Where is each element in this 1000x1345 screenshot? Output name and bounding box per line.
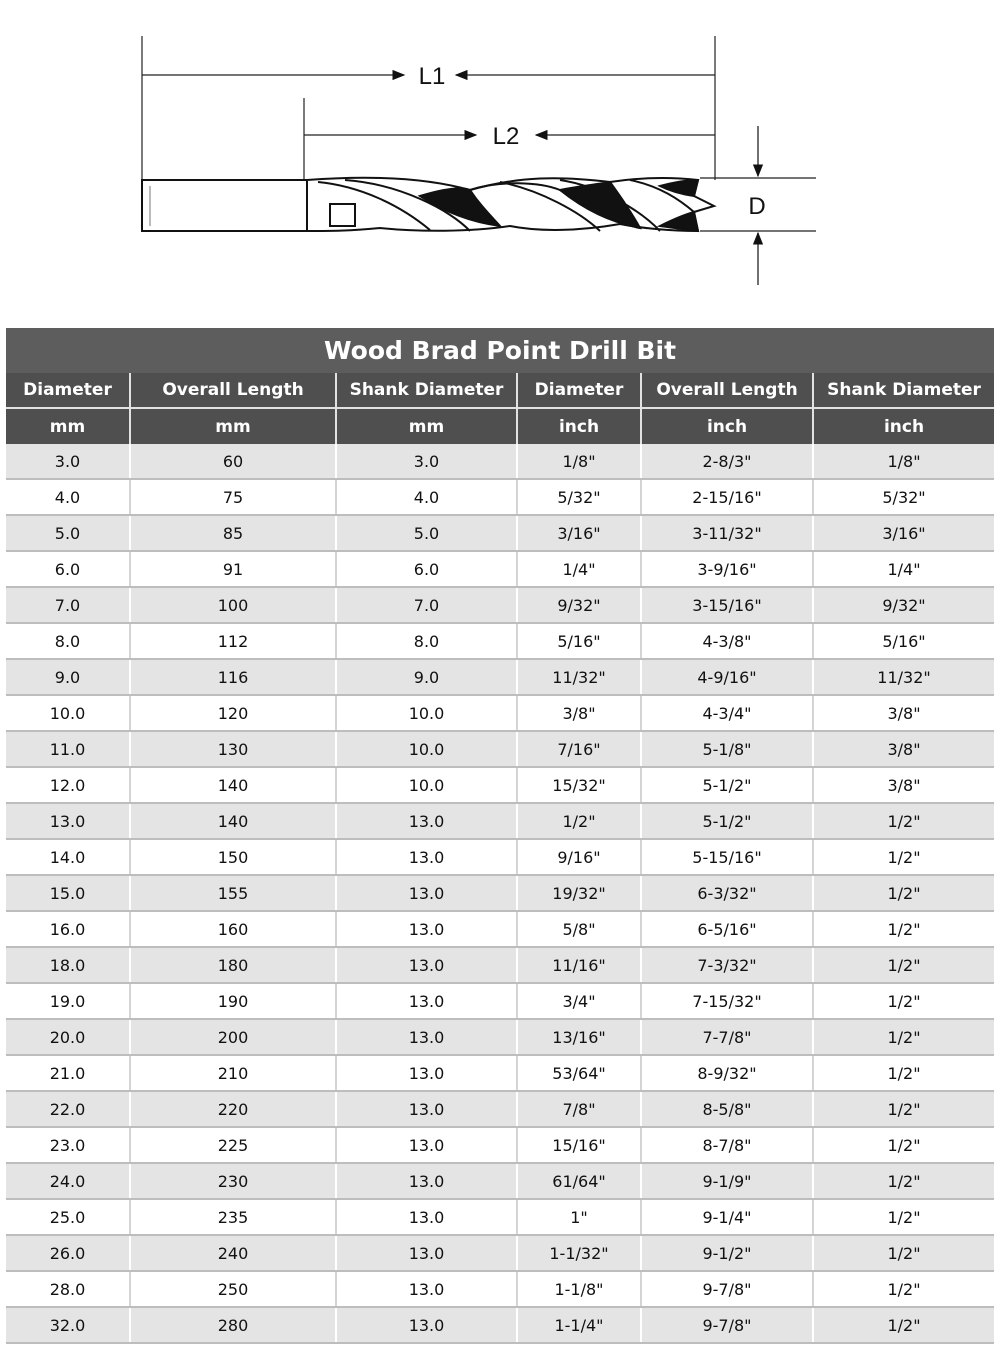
table-cell: 1/8"	[813, 444, 994, 479]
table-cell: 3/16"	[813, 515, 994, 551]
table-cell: 130	[130, 731, 336, 767]
table-cell: 3/8"	[517, 695, 641, 731]
table-cell: 1-1/4"	[517, 1307, 641, 1343]
table-cell: 5/16"	[517, 623, 641, 659]
table-cell: 1/2"	[813, 947, 994, 983]
table-row	[6, 1091, 994, 1127]
table-row	[6, 551, 994, 587]
table-cell: 3-15/16"	[641, 587, 813, 623]
table-cell: 13/16"	[517, 1019, 641, 1055]
table-cell: 9.0	[6, 659, 130, 695]
table-cell: 6.0	[336, 551, 517, 587]
unit-header: mm	[336, 408, 517, 444]
column-header: Shank Diameter	[336, 373, 517, 408]
table-cell: 1/2"	[813, 875, 994, 911]
table-cell: 5.0	[6, 515, 130, 551]
table-cell: 7.0	[6, 587, 130, 623]
spec-table	[6, 328, 994, 1344]
table-cell: 1/4"	[813, 551, 994, 587]
table-cell: 1-1/32"	[517, 1235, 641, 1271]
table-cell: 1"	[517, 1199, 641, 1235]
table-cell: 26.0	[6, 1235, 130, 1271]
table-cell: 1/2"	[813, 1055, 994, 1091]
column-header: Overall Length	[641, 373, 813, 408]
table-row	[6, 444, 994, 479]
table-cell: 13.0	[336, 911, 517, 947]
table-cell: 9/32"	[517, 587, 641, 623]
table-row	[6, 515, 994, 551]
table-cell: 3/16"	[517, 515, 641, 551]
table-cell: 15.0	[6, 875, 130, 911]
table-cell: 3-11/32"	[641, 515, 813, 551]
table-row	[6, 983, 994, 1019]
table-cell: 5-15/16"	[641, 839, 813, 875]
table-row	[6, 1055, 994, 1091]
table-cell: 190	[130, 983, 336, 1019]
table-cell: 230	[130, 1163, 336, 1199]
table-cell: 14.0	[6, 839, 130, 875]
table-cell: 13.0	[336, 1235, 517, 1271]
table-cell: 11/16"	[517, 947, 641, 983]
table-cell: 15/16"	[517, 1127, 641, 1163]
table-cell: 11.0	[6, 731, 130, 767]
table-cell: 28.0	[6, 1271, 130, 1307]
table-row	[6, 695, 994, 731]
table-cell: 9-7/8"	[641, 1271, 813, 1307]
table-cell: 1/2"	[813, 803, 994, 839]
table-row	[6, 911, 994, 947]
table-cell: 2-15/16"	[641, 479, 813, 515]
table-cell: 4-3/8"	[641, 623, 813, 659]
table-row	[6, 1163, 994, 1199]
table-cell: 5/16"	[813, 623, 994, 659]
table-cell: 10.0	[336, 767, 517, 803]
column-header: Shank Diameter	[813, 373, 994, 408]
table-cell: 13.0	[336, 1091, 517, 1127]
table-cell: 150	[130, 839, 336, 875]
drill-bit	[142, 178, 714, 231]
table-cell: 21.0	[6, 1055, 130, 1091]
table-cell: 16.0	[6, 911, 130, 947]
table-cell: 1/2"	[813, 839, 994, 875]
table-cell: 5.0	[336, 515, 517, 551]
table-cell: 1/2"	[813, 1127, 994, 1163]
table-cell: 180	[130, 947, 336, 983]
table-cell: 140	[130, 803, 336, 839]
table-cell: 53/64"	[517, 1055, 641, 1091]
table-cell: 1/4"	[517, 551, 641, 587]
table-row	[6, 479, 994, 515]
table-cell: 32.0	[6, 1307, 130, 1343]
table-cell: 1/2"	[813, 1019, 994, 1055]
table-cell: 8-7/8"	[641, 1127, 813, 1163]
unit-header: inch	[813, 408, 994, 444]
table-cell: 1/2"	[813, 1271, 994, 1307]
table-cell: 13.0	[336, 803, 517, 839]
table-row	[6, 623, 994, 659]
table-cell: 13.0	[336, 1127, 517, 1163]
l1-label: L1	[418, 63, 446, 90]
table-cell: 10.0	[336, 731, 517, 767]
table-cell: 160	[130, 911, 336, 947]
table-cell: 13.0	[336, 1163, 517, 1199]
table-cell: 8.0	[6, 623, 130, 659]
table-cell: 13.0	[336, 875, 517, 911]
table-cell: 13.0	[336, 839, 517, 875]
table-cell: 13.0	[336, 947, 517, 983]
table-cell: 4.0	[336, 479, 517, 515]
table-cell: 7/16"	[517, 731, 641, 767]
table-cell: 5-1/8"	[641, 731, 813, 767]
table-cell: 22.0	[6, 1091, 130, 1127]
table-cell: 13.0	[336, 1019, 517, 1055]
table-cell: 1/2"	[813, 1307, 994, 1343]
d-label: D	[748, 193, 766, 220]
table-title: Wood Brad Point Drill Bit	[6, 328, 994, 373]
table-cell: 9/32"	[813, 587, 994, 623]
table-cell: 20.0	[6, 1019, 130, 1055]
table-cell: 11/32"	[813, 659, 994, 695]
table-cell: 210	[130, 1055, 336, 1091]
table-cell: 25.0	[6, 1199, 130, 1235]
table-cell: 5/8"	[517, 911, 641, 947]
table-cell: 120	[130, 695, 336, 731]
table-cell: 116	[130, 659, 336, 695]
header-row	[6, 373, 994, 408]
table-cell: 13.0	[336, 1199, 517, 1235]
column-header: Diameter	[6, 373, 130, 408]
table-cell: 1/8"	[517, 444, 641, 479]
table-cell: 1/2"	[517, 803, 641, 839]
table-cell: 6.0	[6, 551, 130, 587]
table-cell: 4-9/16"	[641, 659, 813, 695]
table-cell: 1/2"	[813, 983, 994, 1019]
table-cell: 11/32"	[517, 659, 641, 695]
table-cell: 18.0	[6, 947, 130, 983]
table-cell: 9-1/4"	[641, 1199, 813, 1235]
table-cell: 91	[130, 551, 336, 587]
l2-label: L2	[492, 123, 520, 150]
table-cell: 7-7/8"	[641, 1019, 813, 1055]
table-cell: 24.0	[6, 1163, 130, 1199]
table-cell: 200	[130, 1019, 336, 1055]
table-cell: 220	[130, 1091, 336, 1127]
table-cell: 23.0	[6, 1127, 130, 1163]
table-cell: 9-7/8"	[641, 1307, 813, 1343]
table-row	[6, 1019, 994, 1055]
table-cell: 5-1/2"	[641, 803, 813, 839]
table-cell: 1/2"	[813, 1091, 994, 1127]
table-row	[6, 659, 994, 695]
table-cell: 5-1/2"	[641, 767, 813, 803]
table-cell: 60	[130, 444, 336, 479]
table-cell: 5/32"	[813, 479, 994, 515]
table-row	[6, 1271, 994, 1307]
table-row	[6, 803, 994, 839]
table-row	[6, 875, 994, 911]
table-cell: 6-3/32"	[641, 875, 813, 911]
table-cell: 140	[130, 767, 336, 803]
table-cell: 235	[130, 1199, 336, 1235]
table-cell: 7-3/32"	[641, 947, 813, 983]
table-cell: 280	[130, 1307, 336, 1343]
table-cell: 3/4"	[517, 983, 641, 1019]
table-cell: 12.0	[6, 767, 130, 803]
table-cell: 3.0	[6, 444, 130, 479]
table-cell: 9-1/2"	[641, 1235, 813, 1271]
table-cell: 1/2"	[813, 1199, 994, 1235]
table-cell: 112	[130, 623, 336, 659]
table-row	[6, 1127, 994, 1163]
table-body	[6, 444, 994, 1343]
table-cell: 4.0	[6, 479, 130, 515]
table-cell: 100	[130, 587, 336, 623]
table-cell: 3/8"	[813, 767, 994, 803]
table-row	[6, 947, 994, 983]
table-cell: 4-3/4"	[641, 695, 813, 731]
table-cell: 5/32"	[517, 479, 641, 515]
table-row	[6, 767, 994, 803]
table-cell: 10.0	[6, 695, 130, 731]
unit-row	[6, 408, 994, 444]
table-cell: 6-5/16"	[641, 911, 813, 947]
table-cell: 13.0	[336, 1055, 517, 1091]
table-cell: 1/2"	[813, 1163, 994, 1199]
unit-header: inch	[641, 408, 813, 444]
table-cell: 9.0	[336, 659, 517, 695]
table-cell: 10.0	[336, 695, 517, 731]
table-cell: 3.0	[336, 444, 517, 479]
table-cell: 7.0	[336, 587, 517, 623]
table-cell: 1/2"	[813, 1235, 994, 1271]
table-cell: 8.0	[336, 623, 517, 659]
table-cell: 8-5/8"	[641, 1091, 813, 1127]
table-cell: 1-1/8"	[517, 1271, 641, 1307]
table-cell: 1/2"	[813, 911, 994, 947]
table-row	[6, 587, 994, 623]
unit-header: inch	[517, 408, 641, 444]
column-header: Diameter	[517, 373, 641, 408]
table-cell: 15/32"	[517, 767, 641, 803]
table-cell: 3/8"	[813, 695, 994, 731]
table-cell: 240	[130, 1235, 336, 1271]
table-row	[6, 839, 994, 875]
table-cell: 75	[130, 479, 336, 515]
table-cell: 9/16"	[517, 839, 641, 875]
table-cell: 250	[130, 1271, 336, 1307]
table-cell: 7-15/32"	[641, 983, 813, 1019]
table-cell: 13.0	[336, 983, 517, 1019]
unit-header: mm	[130, 408, 336, 444]
table-cell: 19.0	[6, 983, 130, 1019]
table-cell: 13.0	[336, 1271, 517, 1307]
table-row	[6, 1199, 994, 1235]
table-cell: 7/8"	[517, 1091, 641, 1127]
table-row	[6, 1307, 994, 1343]
column-header: Overall Length	[130, 373, 336, 408]
table-cell: 61/64"	[517, 1163, 641, 1199]
table-cell: 2-8/3"	[641, 444, 813, 479]
unit-header: mm	[6, 408, 130, 444]
table-cell: 13.0	[6, 803, 130, 839]
drill-bit-diagram	[0, 0, 1000, 300]
table-row	[6, 1235, 994, 1271]
title-row	[6, 328, 994, 373]
table-cell: 155	[130, 875, 336, 911]
table-cell: 3/8"	[813, 731, 994, 767]
table-cell: 9-1/9"	[641, 1163, 813, 1199]
table-row	[6, 731, 994, 767]
table-cell: 3-9/16"	[641, 551, 813, 587]
table-cell: 225	[130, 1127, 336, 1163]
table-cell: 8-9/32"	[641, 1055, 813, 1091]
table-cell: 85	[130, 515, 336, 551]
table-cell: 19/32"	[517, 875, 641, 911]
table-cell: 13.0	[336, 1307, 517, 1343]
